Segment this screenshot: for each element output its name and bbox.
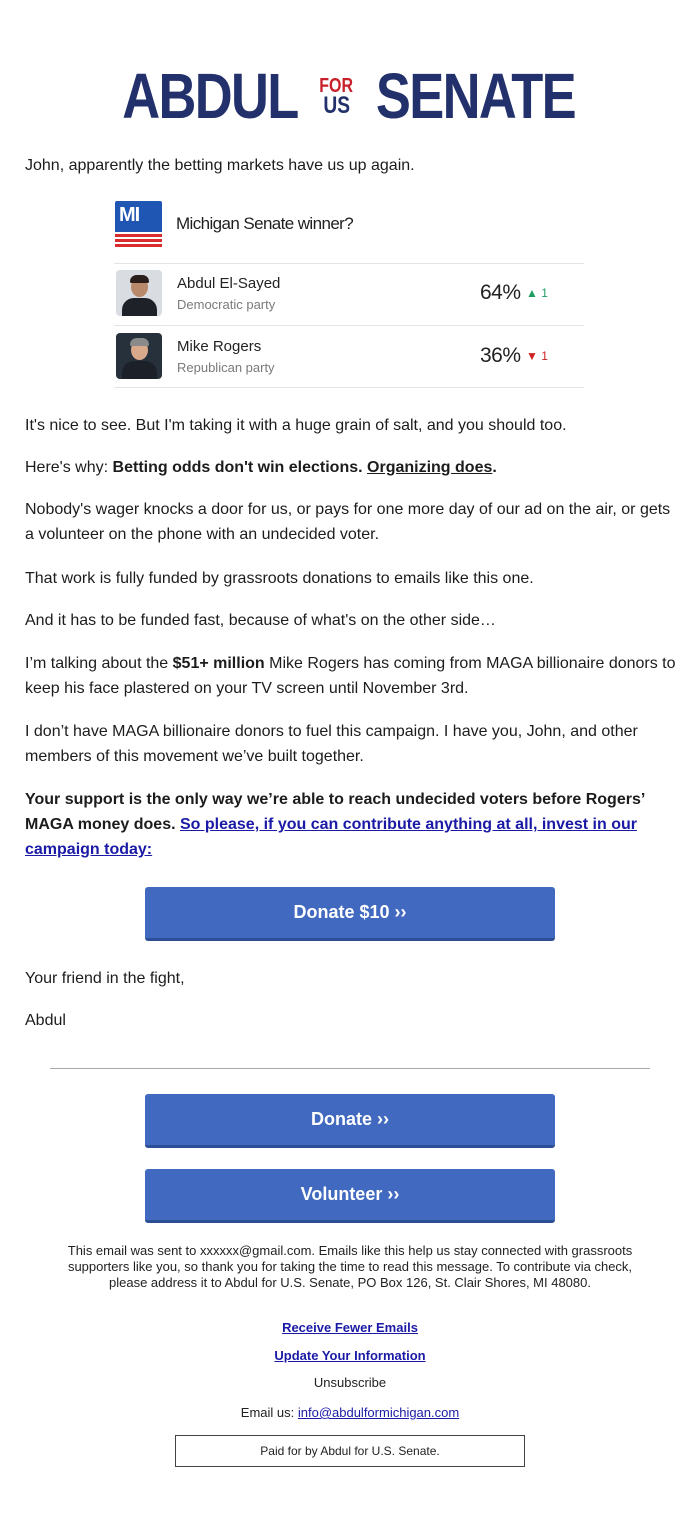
paid-for-disclaimer: Paid for by Abdul for U.S. Senate. [175,1435,525,1467]
donate-button[interactable]: Donate ›› [145,1094,555,1148]
divider [114,325,584,326]
intro-text: John, apparently the betting markets have us up again. [25,157,415,174]
candidate-percent: 36% [480,344,521,367]
logo-for: FOR [319,75,354,97]
paragraph: Nobody's wager knocks a door for us, or pays for one more day of our ad on the air, or gets a volunteer on the phone with an undecided voter. [25,501,671,543]
candidate-party: Democratic party [177,297,276,312]
footer-notice: This email was sent to xxxxxx@gmail.com. Emails like this help us stay connected with grassroots supporters like you, so thank you for taking the time to read this message. To contribute via check, please address it to Abdul for U.S. Senate, PO Box 126, St. Clair Shores, MI 48080. [67,1243,633,1290]
logo-word-abdul: ABDUL [122,60,299,132]
michigan-flag-icon [115,201,162,248]
donate-10-button[interactable]: Donate $10 ›› [145,887,555,941]
paragraph: I don’t have MAGA billionaire donors to fuel this campaign. I have you, John, and other members of this movement we’ve built together. [25,723,638,765]
avatar [116,333,162,379]
paragraph: It's nice to see. But I'm taking it with a huge grain of salt, and you should too. [25,417,567,434]
paragraph: And it has to be funded fast, because of what's on the other side… [25,612,496,629]
invest-link[interactable]: So please, if you can contribute anything at all, invest in our campaign today: [25,816,637,858]
paragraph: I’m talking about the $51+ million Mike Rogers has coming from MAGA billionaire donors to keep his face plastered on your TV screen until November 3rd. [25,655,676,697]
receive-fewer-emails-link[interactable]: Receive Fewer Emails [282,1320,418,1335]
campaign-logo [0,60,700,132]
candidate-percent: 64% [480,281,521,304]
logo-for-us [315,75,357,119]
logo-word-senate: SENATE [375,60,575,132]
change-down-indicator: ▼ 1 [526,349,548,363]
unsubscribe-link[interactable]: Unsubscribe [313,1375,387,1390]
signature: Abdul [25,1012,66,1029]
state-code: MI [115,201,162,232]
footer-email-line: Email us: info@abdulformichigan.com [240,1405,460,1420]
organizing-emphasis: Organizing does [367,459,493,476]
paragraph: Here's why: Betting odds don't win elections. Organizing does. [25,459,497,476]
market-question: Michigan Senate winner? [176,214,354,233]
divider [114,387,584,388]
email-address-link[interactable]: info@abdulformichigan.com [297,1405,460,1420]
candidate-row [114,327,584,389]
update-information-link[interactable]: Update Your Information [274,1348,426,1363]
logo-us: US [323,92,350,119]
volunteer-button[interactable]: Volunteer ›› [145,1169,555,1223]
paragraph: That work is fully funded by grassroots donations to emails like this one. [25,570,534,587]
appeal-paragraph: Your support is the only way we’re able to reach undecided voters before Rogers’ MAGA money does. So please, if you can contribute anything at all, invest in our campaign today: [25,791,645,858]
candidate-row [114,264,584,326]
candidate-party: Republican party [177,360,275,375]
betting-market-card [114,200,584,388]
divider [50,1068,650,1069]
candidate-name: Mike Rogers [177,338,262,355]
candidate-name: Abdul El-Sayed [177,275,281,292]
signoff: Your friend in the fight, [25,970,185,987]
avatar [116,270,162,316]
change-up-indicator: ▲ 1 [526,286,548,300]
